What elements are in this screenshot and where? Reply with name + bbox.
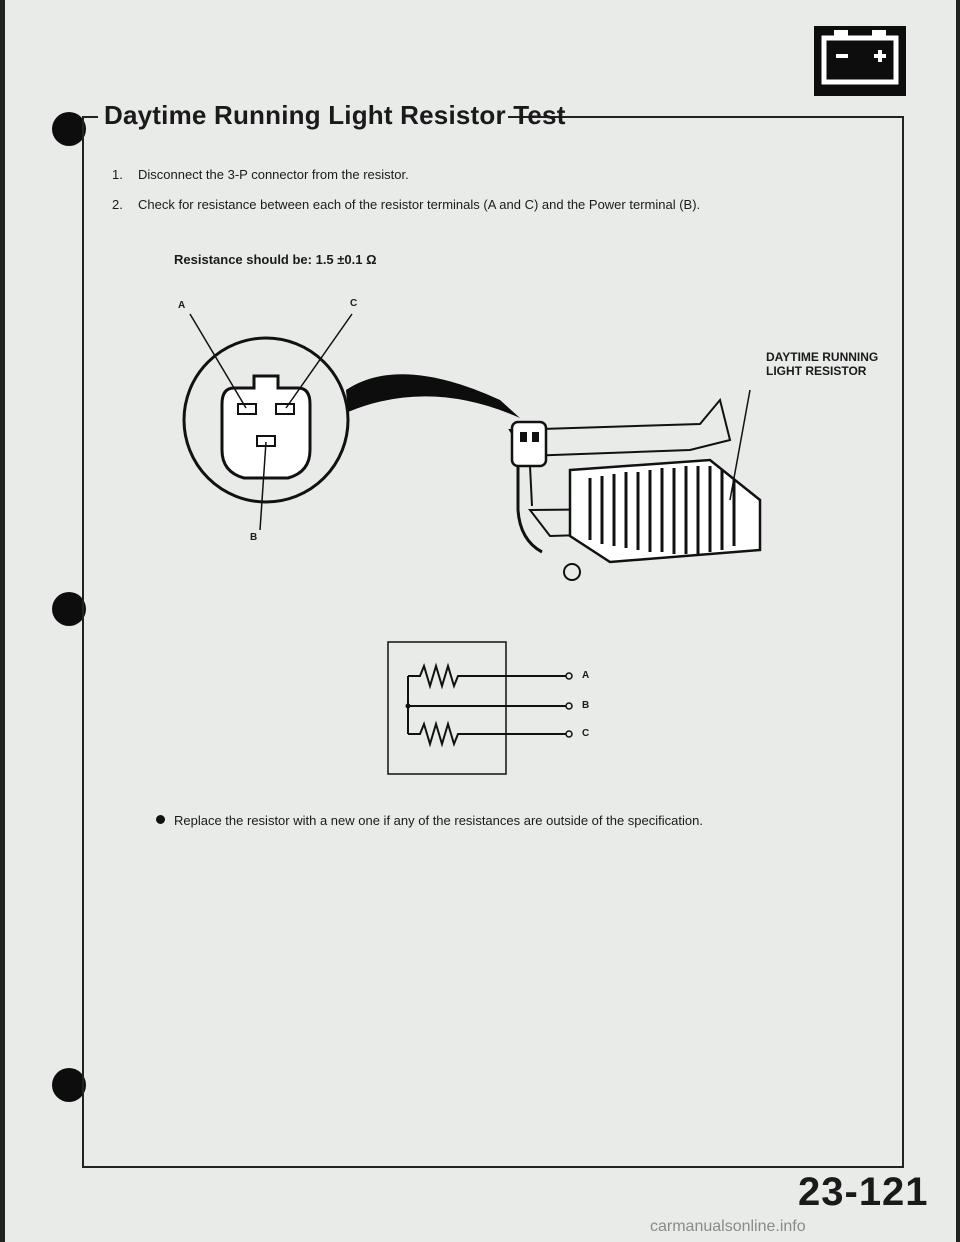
connector-label-c: C [350,298,358,309]
schematic-label-c: C [582,728,590,739]
watermark: carmanualsonline.info [650,1218,806,1235]
section-title: Daytime Running Light Resistor Test [104,100,566,130]
replacement-note [156,813,703,828]
step-2 [112,197,700,212]
binder-hole-1 [52,112,86,146]
frame-top-left [82,116,98,118]
step-number: 1. [112,167,123,182]
battery-icon [812,18,908,98]
step-text: Check for resistance between each of the resistor terminals (A and C) and the Power terminal (B). [138,197,701,212]
resistance-spec: Resistance should be: 1.5 ±0.1 Ω [174,252,377,267]
frame-top-right [508,116,904,118]
page-number: 23-121 [798,1170,929,1214]
step-number: 2. [112,197,123,212]
resistor-callout [766,350,878,378]
schematic-label-b: B [582,700,590,711]
connector-label-a: A [178,300,186,311]
page-edge-left [0,0,5,1242]
schematic-label-a: A [582,670,590,681]
bullet-icon [156,815,165,824]
callout-line-2: LIGHT RESISTOR [766,364,867,378]
step-1 [112,167,409,182]
note-text: Replace the resistor with a new one if any of the resistances are outside of the specification. [174,813,703,828]
connector-label-b: B [250,532,258,543]
callout-line-1: DAYTIME RUNNING [766,350,879,364]
binder-hole-2 [52,592,86,626]
page-edge-right [956,0,960,1242]
binder-hole-3 [52,1068,86,1102]
step-text: Disconnect the 3-P connector from the resistor. [138,167,409,182]
resistor-illustration [170,300,770,620]
